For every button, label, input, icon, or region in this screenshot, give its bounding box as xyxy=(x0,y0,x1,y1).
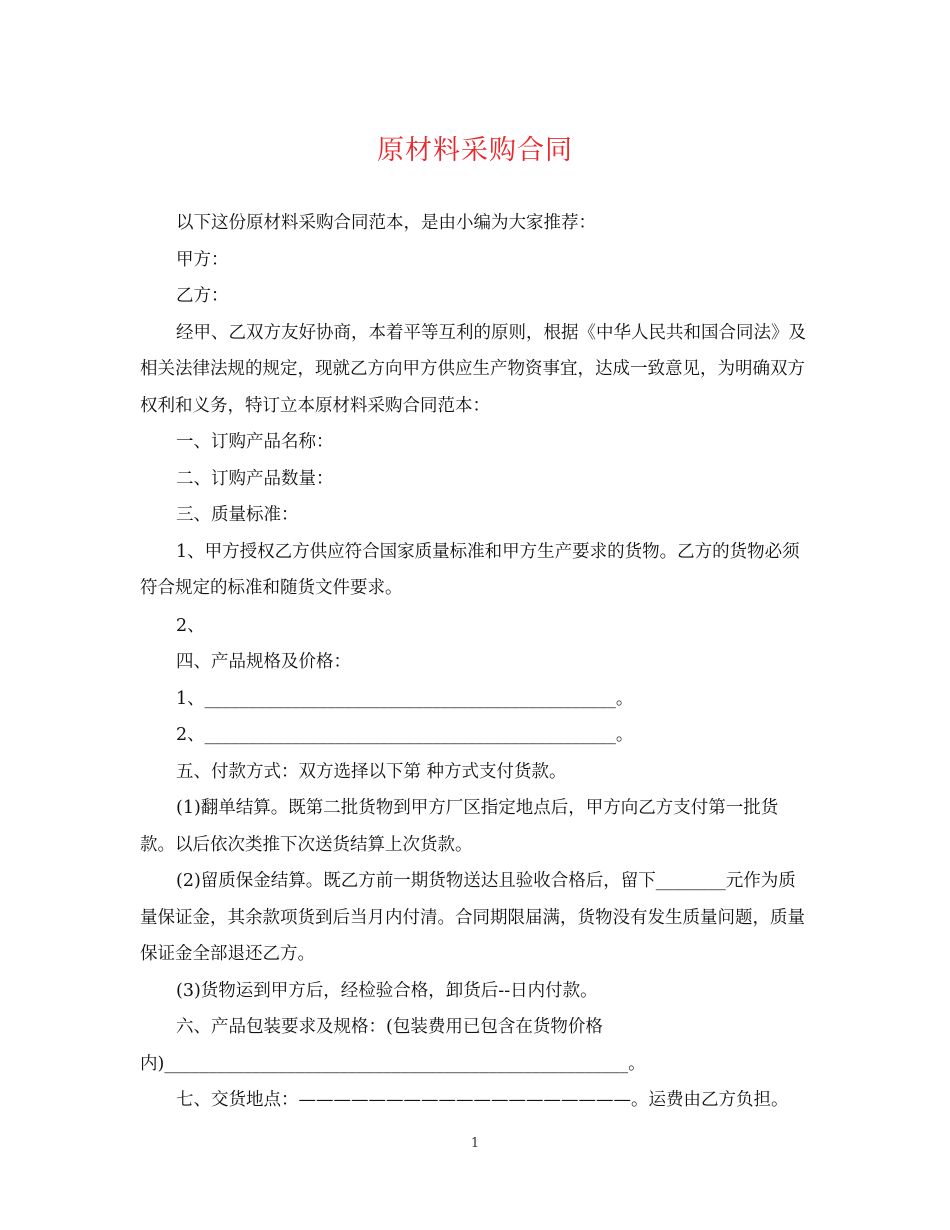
paragraph-product-quantity: 二、订购产品数量： xyxy=(176,468,334,489)
paragraph-product-name: 一、订购产品名称： xyxy=(176,432,334,452)
paragraph-quality-standard: 三、质量标准： xyxy=(176,505,299,525)
document-title: 原材料采购合同 xyxy=(377,135,573,166)
paragraph-spec-item-1: 1、_______________________________________________。 xyxy=(176,688,634,709)
paragraph-spec-item-2: 2、_______________________________________________。 xyxy=(176,725,634,745)
paragraph-intro: 以下这份原材料采购合同范本，是由小编为大家推荐： xyxy=(176,213,596,233)
paragraph-payment-option-3: (3)货物运到甲方后，经检验合格，卸货后--日内付款。 xyxy=(176,980,598,1001)
page-number: 1 xyxy=(470,1136,480,1151)
paragraph-packaging: 六、产品包装要求及规格：(包装费用已包含在货物价格内)_____________________________________________________。 xyxy=(140,1017,646,1074)
paragraph-delivery-location: 七、交货地点：———————————————————。运费由乙方负担。 xyxy=(176,1090,789,1110)
document-body xyxy=(140,205,810,1119)
paragraph-party-b: 乙方： xyxy=(176,286,229,306)
paragraph-payment-option-2: (2)留质保金结算。既乙方前一期货物送达且验收合格后，留下________元作为质量保证金，其余款项货到后当月内付清。合同期限届满，货物没有发生质量问题，质量保证金全部退还乙方。 xyxy=(140,871,805,964)
paragraph-quality-item-2: 2、 xyxy=(176,615,205,636)
paragraph-payment-method: 五、付款方式：双方选择以下第 种方式支付货款。 xyxy=(176,761,567,782)
paragraph-spec-price: 四、产品规格及价格： xyxy=(176,652,351,672)
paragraph-preamble: 经甲、乙双方友好协商，本着平等互利的原则，根据《中华人民共和国合同法》及相关法律法规的规定，现就乙方向甲方供应生产物资事宜，达成一致意见，为明确双方权利和义务，特订立本原材料采购合同范本： xyxy=(140,322,806,416)
paragraph-payment-option-1: (1)翻单结算。既第二批货物到甲方厂区指定地点后，甲方向乙方支付第一批货款。以后依次类推下次送货结算上次货款。 xyxy=(140,798,779,855)
paragraph-quality-item-1: 1、甲方授权乙方供应符合国家质量标准和甲方生产要求的货物。乙方的货物必须符合规定的标准和随货文件要求。 xyxy=(140,541,800,598)
paragraph-party-a: 甲方： xyxy=(176,249,229,270)
